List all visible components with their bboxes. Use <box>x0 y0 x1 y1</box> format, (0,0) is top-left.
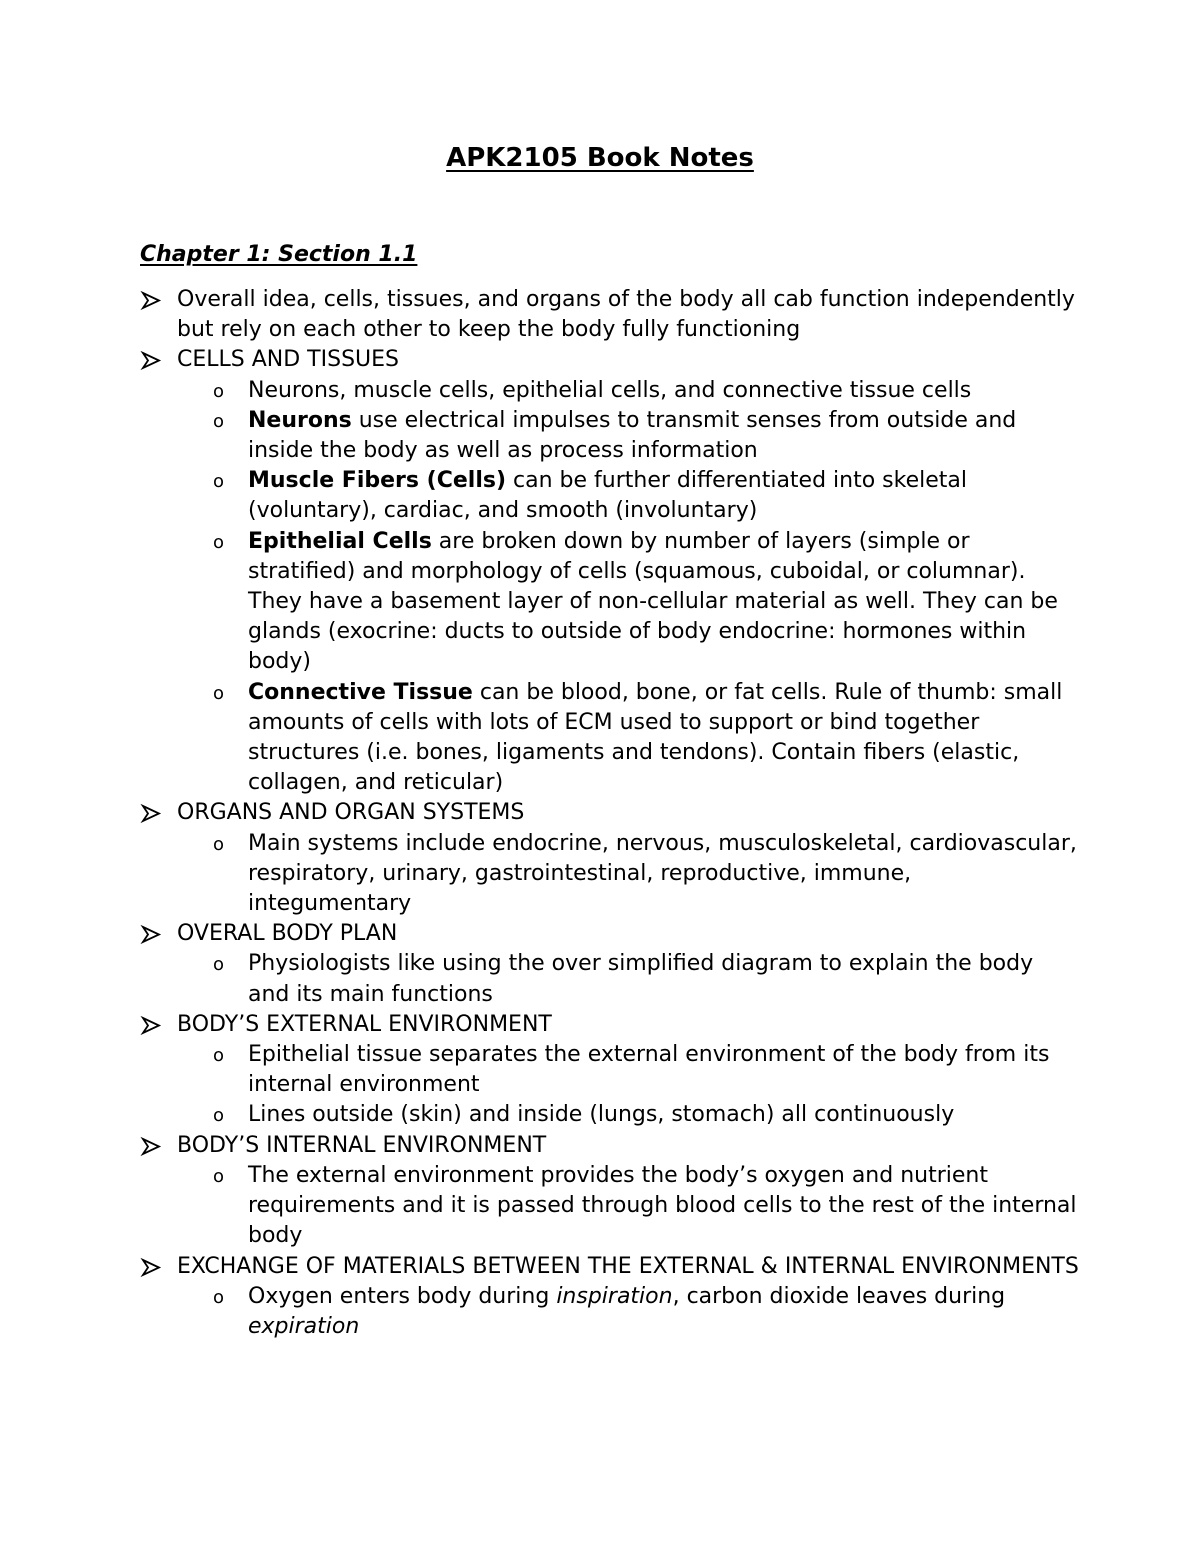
sub-bullet-text: , carbon dioxide leaves during <box>672 1283 1006 1309</box>
sub-bullet-emphasis: inspiration <box>556 1283 673 1309</box>
sub-bullet-text: Physiologists like using the over simplified diagram to explain the body and its main functions <box>248 951 1034 1007</box>
bullet-text: OVERAL BODY PLAN <box>177 921 398 947</box>
sub-bullet-text: Oxygen enters body during <box>248 1283 557 1309</box>
sub-bullet-text: Lines outside (skin) and inside (lungs, stomach) all continuously <box>248 1102 955 1128</box>
sub-bullet-text: use electrical impulses to transmit senses from outside and inside the body as well as process information <box>248 407 1017 464</box>
sub-bullet-item <box>140 376 1080 406</box>
bullet-text: BODY’S INTERNAL ENVIRONMENT <box>177 1132 547 1158</box>
circle-bullet-icon: o <box>213 1045 225 1067</box>
circle-bullet-icon: o <box>213 1286 225 1308</box>
sub-bullet-text: Main systems include endocrine, nervous, musculoskeletal, cardiovascular, respiratory, urinary, gastrointestinal, reproductive, immune, integumentary <box>248 830 1077 917</box>
circle-bullet-icon: o <box>213 682 225 704</box>
arrow-bullet-icon <box>140 1252 162 1282</box>
bullet-item <box>140 285 1080 345</box>
sub-bullet-item <box>140 1040 1080 1100</box>
bullet-text: Overall idea, cells, tissues, and organs of the body all cab function independently but rely on each other to keep the body fully functioning <box>177 287 1075 343</box>
bullet-item <box>140 1252 1080 1282</box>
circle-bullet-icon: o <box>213 954 225 976</box>
sub-bullet-term: Connective Tissue <box>248 679 473 705</box>
circle-bullet-icon: o <box>213 410 225 432</box>
sub-bullet-term: Muscle Fibers (Cells) <box>248 468 507 494</box>
sub-bullet-item <box>140 1100 1080 1130</box>
sub-bullet-text: The external environment provides the body’s oxygen and nutrient requirements and it is passed through blood cells to the rest of the internal body <box>248 1162 1077 1249</box>
circle-bullet-icon: o <box>213 531 225 553</box>
notes-outline <box>140 285 1080 1342</box>
sub-bullet-term: Neurons <box>248 407 352 433</box>
arrow-bullet-icon <box>140 798 162 828</box>
circle-bullet-icon: o <box>213 1105 225 1127</box>
sub-bullet-text: can be further differentiated into skeletal (voluntary), cardiac, and smooth (involuntary) <box>248 468 967 524</box>
arrow-bullet-icon <box>140 1010 162 1040</box>
bullet-item <box>140 345 1080 375</box>
sub-bullet-text: Epithelial tissue separates the external environment of the body from its internal environment <box>248 1042 1050 1098</box>
sub-bullet-term: Epithelial Cells <box>248 528 432 554</box>
bullet-item <box>140 1131 1080 1161</box>
circle-bullet-icon: o <box>213 833 225 855</box>
circle-bullet-icon: o <box>213 471 225 493</box>
circle-bullet-icon: o <box>213 1165 225 1187</box>
bullet-text: ORGANS AND ORGAN SYSTEMS <box>177 800 525 826</box>
sub-bullet-item <box>140 406 1080 466</box>
arrow-bullet-icon <box>140 285 162 315</box>
sub-bullet-emphasis: expiration <box>248 1313 360 1339</box>
arrow-bullet-icon <box>140 345 162 375</box>
document-title: APK2105 Book Notes <box>446 143 754 173</box>
arrow-bullet-icon <box>140 1131 162 1161</box>
sub-bullet-item <box>140 1161 1080 1252</box>
sub-bullet-item <box>140 829 1080 920</box>
bullet-item <box>140 798 1080 828</box>
sub-bullet-item <box>140 466 1080 526</box>
sub-bullet-item <box>140 527 1080 678</box>
bullet-text: CELLS AND TISSUES <box>177 347 399 373</box>
sub-bullet-item <box>140 678 1080 799</box>
sub-bullet-text: can be blood, bone, or fat cells. Rule of thumb: small amounts of cells with lots of ECM used to support or bind together structures (i.e. bones, ligaments and tendons). Contain fibers (elastic, collagen, and reticular) <box>248 679 1063 796</box>
arrow-bullet-icon <box>140 919 162 949</box>
section-heading: Chapter 1: Section 1.1 <box>140 242 418 267</box>
bullet-text: EXCHANGE OF MATERIALS BETWEEN THE EXTERNAL & INTERNAL ENVIRONMENTS <box>177 1253 1079 1279</box>
bullet-item <box>140 1010 1080 1040</box>
sub-bullet-item <box>140 949 1080 1009</box>
bullet-item <box>140 919 1080 949</box>
circle-bullet-icon: o <box>213 380 225 402</box>
bullet-text: BODY’S EXTERNAL ENVIRONMENT <box>177 1011 552 1037</box>
sub-bullet-text: are broken down by number of layers (simple or stratified) and morphology of cells (squamous, cuboidal, or columnar). They have a basement layer of non-cellular material as well. They can be glands (exocrine: ducts to outside of body endocrine: hormones within body) <box>248 528 1058 675</box>
sub-bullet-text: Neurons, muscle cells, epithelial cells, and connective tissue cells <box>248 377 972 403</box>
sub-bullet-item <box>140 1282 1080 1342</box>
